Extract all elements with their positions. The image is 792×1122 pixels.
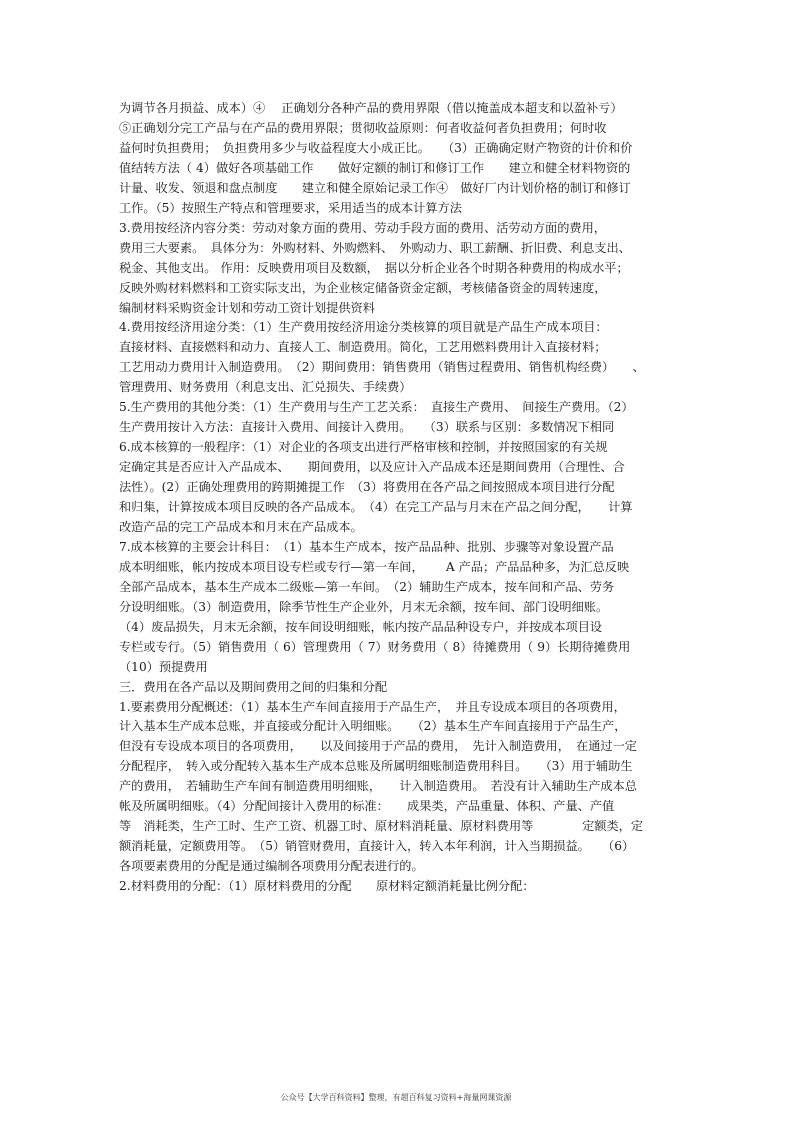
text-line: 直接材料、直接燃料和动力、直接人工、制造费用。简化，工艺用燃料费用计入直接材料；	[119, 340, 607, 355]
text-line: 三．费用在各产品以及期间费用之间的归集和分配	[119, 679, 388, 694]
text-line: 益何时负担费用； 负担费用多少与收益程度大小成正比。 （3）正确确定财产物资的计价和价	[119, 140, 633, 155]
text-line: 额消耗量，定额费用等。 （5）销管财费用，直接计入，转入本年利润，计入当期损益。 （6）	[119, 839, 635, 854]
text-line: 2.材料费用的分配：（1）原材料费用的分配 原材料定额消耗量比例分配：	[119, 879, 535, 893]
text-line: 税金、其他支出。 作用：反映费用项目及数额， 据以分析企业各个时期各种费用的构成水平；	[119, 260, 629, 275]
text-line: 专栏或专行。（5）销售费用（ 6）管理费用（ 7）财务费用（ 8）待摊费用（ 9）长期待摊费用	[119, 639, 631, 654]
text-line: （10）预提费用	[119, 659, 208, 674]
text-line: 4.费用按经济用途分类：（1）生产费用按经济用途分类核算的项目就是产品生产成本项目：	[119, 320, 608, 335]
text-line: 工作。（5）按照生产特点和管理要求，采用适当的成本计算方法	[119, 200, 462, 215]
text-line: 定确定其是否应计入产品成本、 期间费用，以及应计入产品成本还是期间费用（合理性、合	[119, 460, 625, 475]
text-line: 费用三大要素。 具体分为：外购材料、外购燃料、 外购动力、职工薪酬、折旧费、利息支出、	[119, 240, 631, 255]
text-line: 7.成本核算的主要会计科目： （1）基本生产成本，按产品品种、批别、步骤等对象设置产品	[119, 539, 614, 554]
text-line: 管理费用、财务费用（利息支出、汇兑损失、手续费）	[119, 380, 412, 395]
text-line: （4）废品损失，月末无余额，按车间设明细账，帐内按产品品种设专户，并按成本项目设	[119, 619, 603, 634]
text-line: 产的费用， 若辅助生产车间有制造费用明细账， 计入制造费用。 若没有计入辅助生产成本总	[119, 779, 637, 794]
text-line: 计量、收发、领退和盘点制度 建立和健全原始记录工作④ 做好厂内计划价格的制订和修订	[119, 180, 631, 195]
text-line: 编制材料采购资金计划和劳动工资计划提供资料	[119, 300, 375, 315]
text-line: 计入基本生产成本总账，并直接或分配计入明细账。 （2）基本生产车间直接用于产品生产，	[119, 719, 627, 734]
text-line: 5.生产费用的其他分类：（1）生产费用与生产工艺关系： 直接生产费用、 间接生产费用。（2）	[119, 400, 634, 415]
text-line: 全部产品成本，基本生产成本二级账—第一车间。 （2）辅助生产成本，按车间和产品、劳务	[119, 579, 615, 594]
text-line: 成本明细账，帐内按成本项目设专栏或专行—第一车间， A 产品；产品品种多，为汇总反映	[119, 559, 630, 574]
text-line: ⑤正确划分完工产品与在产品的费用界限；贯彻收益原则：何者收益何者负担费用；何时收	[119, 121, 607, 135]
text-line: 各项要素费用的分配是通过编制各项费用分配表进行的。	[119, 859, 424, 874]
text-line: 改造产品的完工产品成本和月末在产品成本。	[119, 520, 363, 534]
text-line: 但没有专设成本项目的各项费用， 以及间接用于产品的费用， 先计入制造费用， 在通过一定	[119, 739, 637, 754]
text-line: 为调节各月损益、成本）④ 正确划分各种产品的费用界限（借以掩盖成本超支和以盈补亏）	[119, 101, 623, 115]
text-line: 等 消耗类，生产工时、生产工资、机器工时、原材料消耗量、原材料费用等 定额类，定	[119, 819, 644, 834]
text-line: 生产费用按计入方法：直接计入费用、间接计入费用。 （3）联系与区别：多数情况下相同	[119, 420, 615, 435]
text-line: 分设明细账。（3）制造费用，除季节性生产企业外，月末无余额，按车间、部门设明细账。	[119, 599, 609, 614]
text-line: 反映外购材料燃料和工资实际支出，为企业核定储备资金定额，考核储备资金的周转速度，	[119, 280, 607, 295]
text-line: 帐及所属明细账。（4）分配间接计入费用的标准： 成果类，产品重量、体积、产量、产值	[119, 799, 615, 814]
text-line: 1.要素费用分配概述：（1）基本生产车间直接用于产品生产， 并且专设成本项目的各项费用，	[119, 699, 626, 714]
text-line: 法性）。(2）正确处理费用的跨期摊提工作 （3）将费用在各产品之间按照成本项目进行分配	[119, 480, 615, 495]
text-line: 工艺用动力费用计入制造费用。 （2）期间费用：销售费用（销售过程费用、销售机构经费） 、	[119, 360, 645, 375]
text-line: 分配程序， 转入或分配转入基本生产成本总账及所属明细账制造费用科目。 （3）用于辅助生	[119, 759, 633, 774]
text-line: 6.成本核算的一般程序：（1）对企业的各项支出进行严格审核和控制，并按照国家的有关规	[119, 440, 608, 455]
page-footer: 公众号【大学百科资料】整理，有超百科复习资料+海量网课资源	[280, 1093, 512, 1102]
text-line: 和归集，计算按成本项目反映的各产品成本。 （4）在完工产品与月末在产品之间分配， 计算	[119, 500, 633, 514]
text-line: 3.费用按经济内容分类：劳动对象方面的费用、劳动手段方面的费用、活劳动方面的费用，	[119, 220, 606, 235]
text-line: 值结转方法（ 4）做好各项基础工作 做好定额的制订和修订工作 建立和健全材料物资的	[119, 160, 631, 175]
